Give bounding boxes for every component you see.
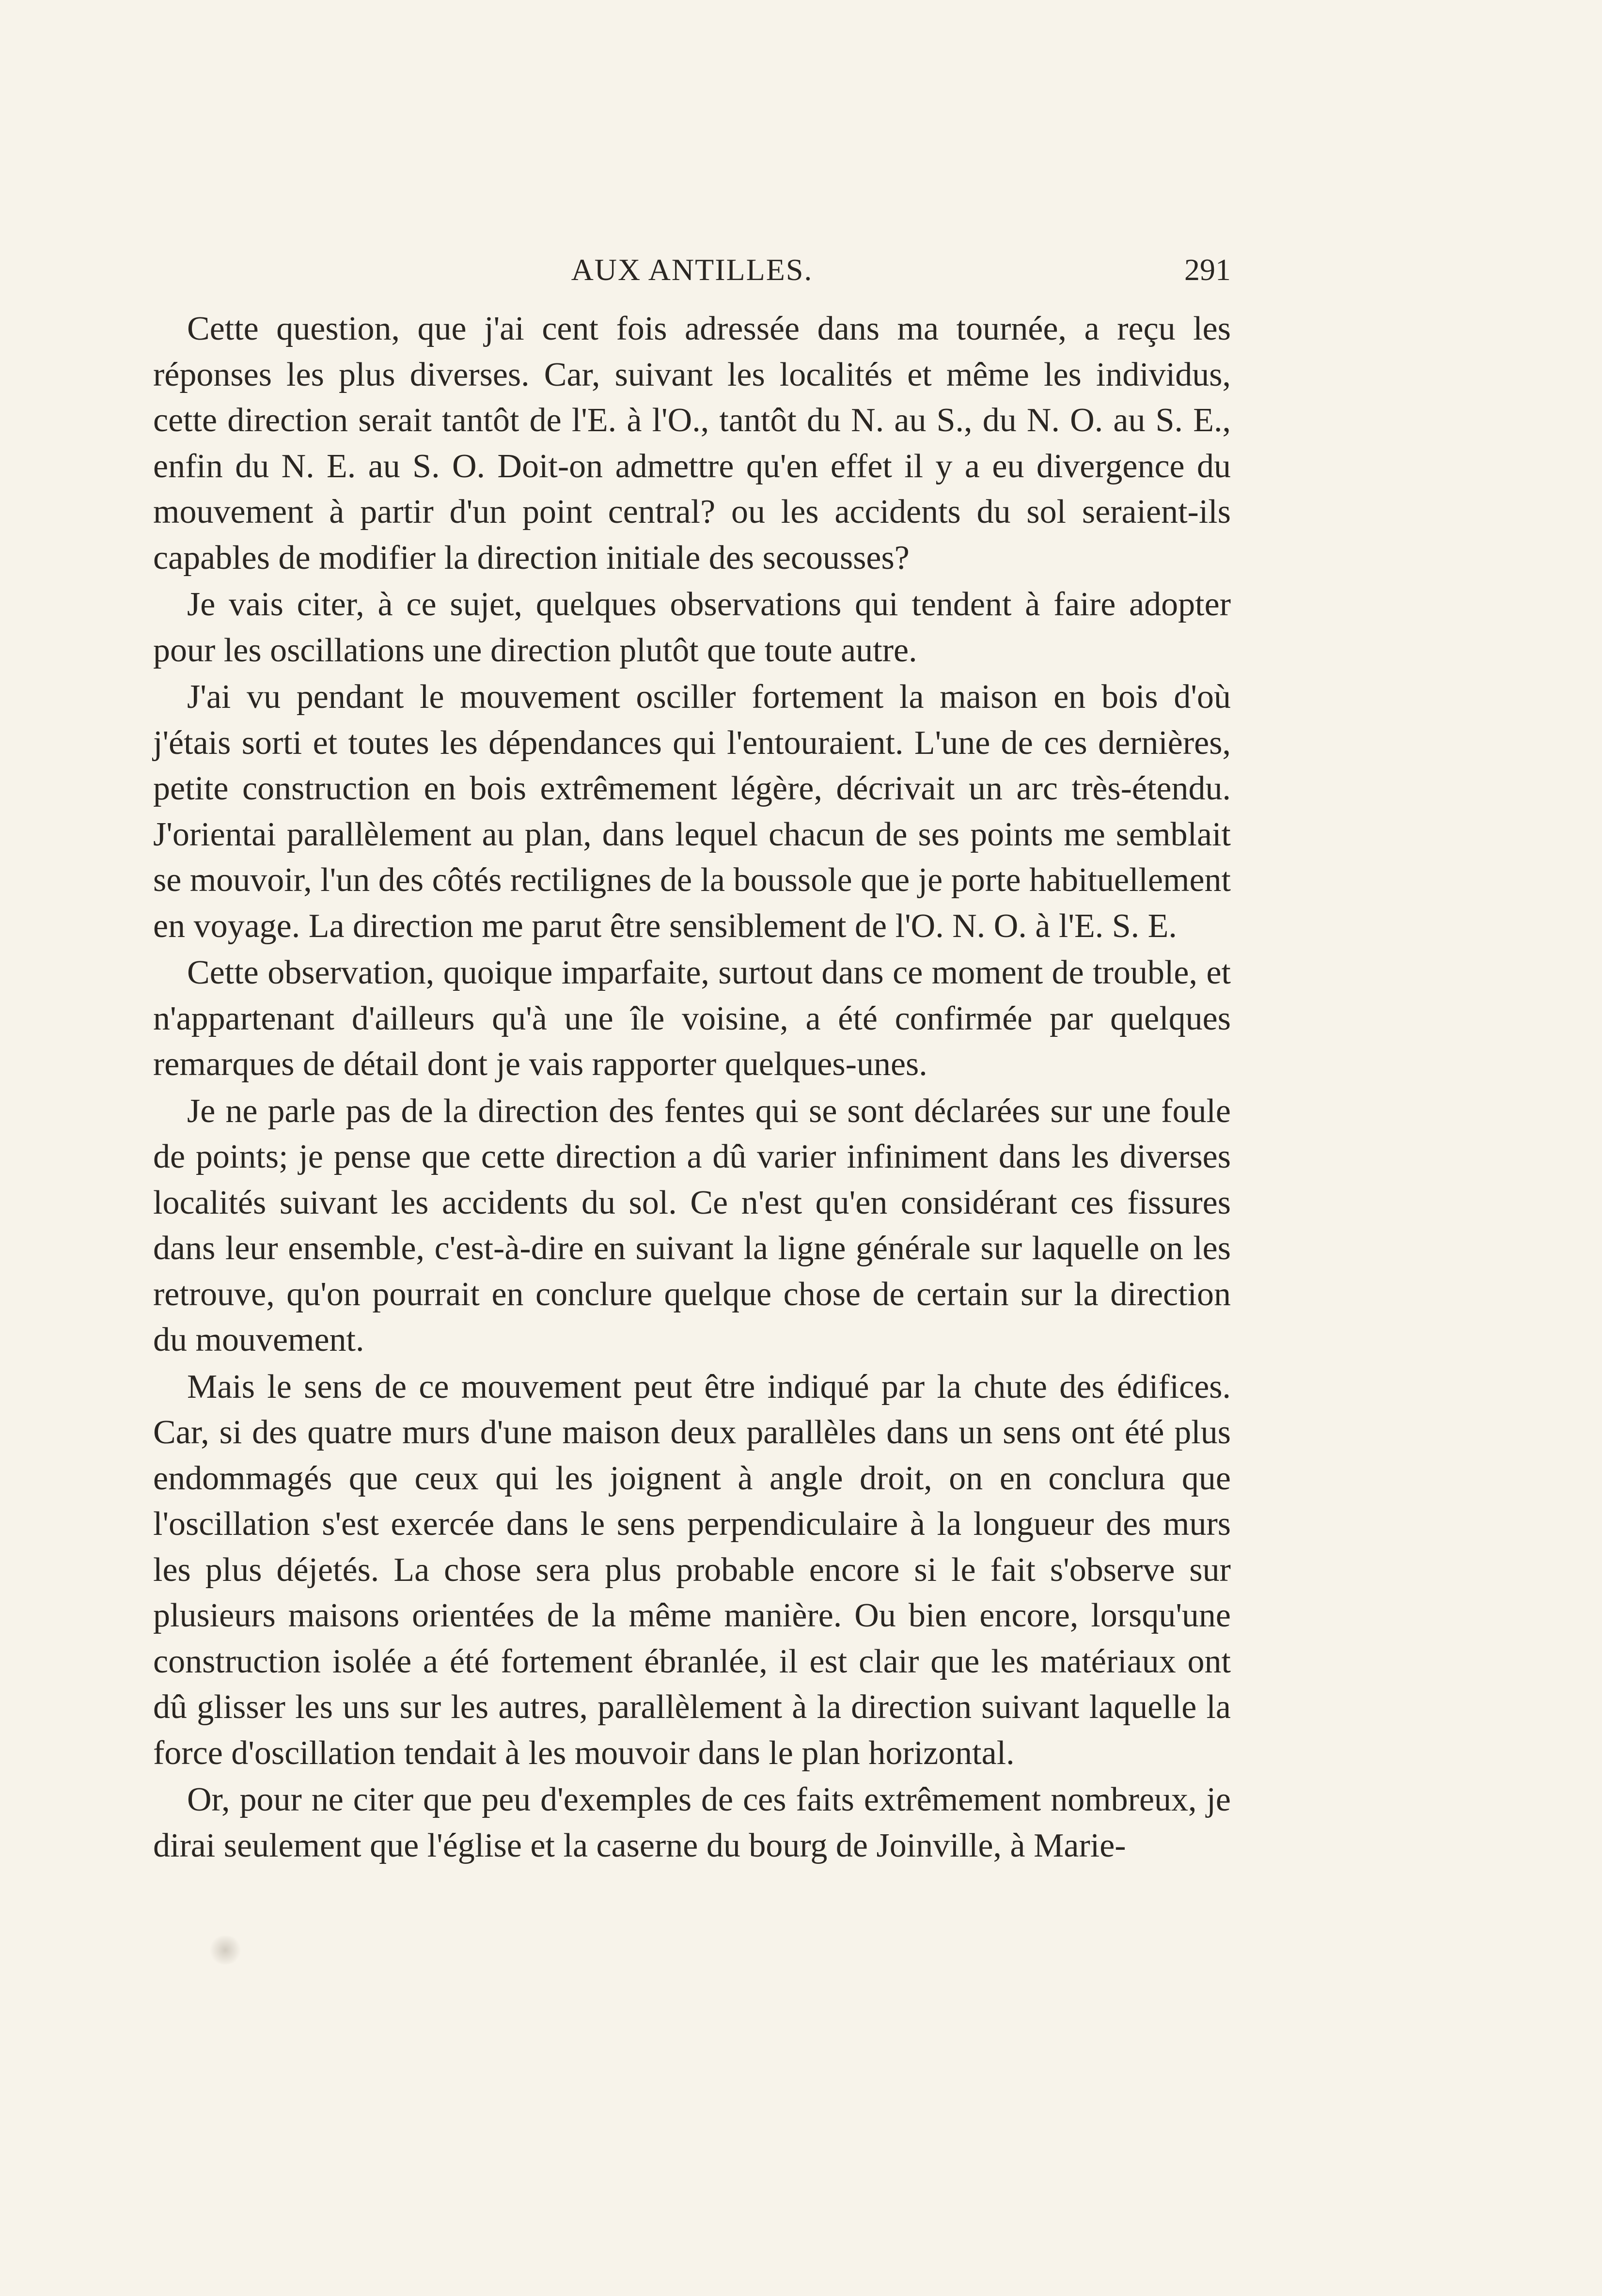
paragraph-7: Or, pour ne citer que peu d'exemples de ces faits extrêmement nombreux, je dirai seulement que l'église et la caserne du bourg de Joinville, à Marie- bbox=[153, 1781, 1231, 1864]
paragraph-6: Mais le sens de ce mouvement peut être indiqué par la chute des édifices. Car, si des quatre murs d'une maison deux parallèles dans un sens ont été plus endommagés que ceux qui les joignent à angle droit, on en conclura que l'oscillation s'est exercée dans le sens perpendiculaire à la longueur des murs les plus déjetés. La chose sera plus probable encore si le fait s'observe sur plusieurs maisons orientées de la même manière. Ou bien encore, lorsqu'une construction isolée a été fortement ébranlée, il est clair que les matériaux ont dû glisser les uns sur les autres, parallèlement à la direction suivant laquelle la force d'oscillation tendait à les mouvoir dans le plan horizontal. bbox=[153, 1368, 1231, 1772]
ink-smudge bbox=[208, 1936, 242, 1965]
page-number: 291 bbox=[1184, 252, 1231, 287]
paragraph-4: Cette observation, quoique imparfaite, surtout dans ce moment de trouble, et n'appartenant d'ailleurs qu'à une île voisine, a été confirmée par quelques remarques de détail dont je vais rapporter quelques-unes. bbox=[153, 954, 1231, 1083]
running-head: AUX ANTILLES. bbox=[571, 252, 813, 287]
paragraph-3: J'ai vu pendant le mouvement osciller fortement la maison en bois d'où j'étais sorti et toutes les dépendances qui l'entouraient. L'une de ces dernières, petite construction en bois extrêmement légère, décrivait un arc très-étendu. J'orientai parallèlement au plan, dans lequel chacun de ses points me semblait se mouvoir, l'un des côtés rectilignes de la boussole que je porte habituellement en voyage. La direction me parut être sensiblement de l'O. N. O. à l'E. S. E. bbox=[153, 678, 1231, 945]
paragraph-5: Je ne parle pas de la direction des fentes qui se sont déclarées sur une foule de points; je pense que cette direction a dû varier infiniment dans les diverses localités suivant les accidents du sol. Ce n'est qu'en considérant ces fissures dans leur ensemble, c'est-à-dire en suivant la ligne générale sur laquelle on les retrouve, qu'on pourrait en conclure quelque chose de certain sur la direction du mouvement. bbox=[153, 1092, 1231, 1359]
body-text bbox=[153, 306, 1231, 1870]
paragraph-1: Cette question, que j'ai cent fois adressée dans ma tournée, a reçu les réponses les plus diverses. Car, suivant les localités et même les individus, cette direction serait tantôt de l'E. à l'O., tantôt du N. au S., du N. O. au S. E., enfin du N. E. au S. O. Doit-on admettre qu'en effet il y a eu divergence du mouvement à partir d'un point central? ou les accidents du sol seraient-ils capables de modifier la direction initiale des secousses? bbox=[153, 310, 1231, 577]
paragraph-2: Je vais citer, à ce sujet, quelques observations qui tendent à faire adopter pour les oscillations une direction plutôt que toute autre. bbox=[153, 586, 1231, 669]
page-header bbox=[153, 252, 1231, 296]
